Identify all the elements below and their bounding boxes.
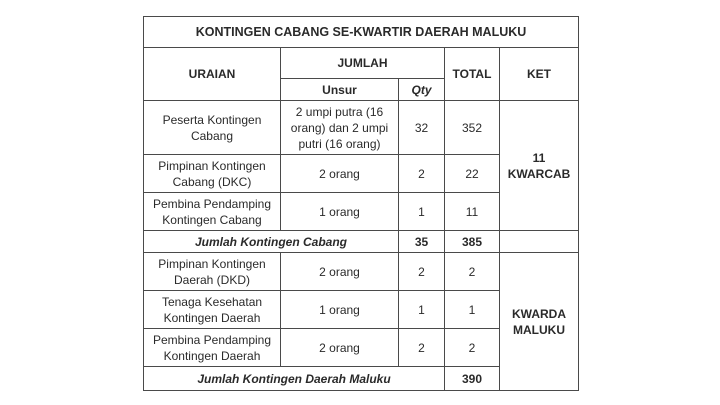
cell-unsur: 2 umpi putra (16 orang) dan 2 umpi putri (16 orang) (281, 101, 399, 155)
cell-total: 22 (445, 155, 500, 193)
cell-uraian: Pimpinan Kontingen Cabang (DKC) (144, 155, 281, 193)
cell-uraian: Tenaga Kesehatan Kontingen Daerah (144, 291, 281, 329)
header-uraian: URAIAN (144, 48, 281, 101)
cell-uraian: Pembina Pendamping Kontingen Daerah (144, 329, 281, 367)
header-ket: KET (500, 48, 579, 101)
header-jumlah: JUMLAH (281, 48, 445, 79)
cell-qty: 2 (399, 253, 445, 291)
cell-total: 11 (445, 193, 500, 231)
cell-qty: 1 (399, 193, 445, 231)
cell-unsur: 1 orang (281, 291, 399, 329)
cell-total: 1 (445, 291, 500, 329)
sum-ket-cabang-empty (500, 231, 579, 253)
ket-daerah (500, 253, 579, 391)
table-row (144, 101, 579, 155)
sum-row-cabang (144, 231, 579, 253)
sum-qty-cabang: 35 (399, 231, 445, 253)
sum-label-cabang: Jumlah Kontingen Cabang (144, 231, 399, 253)
cell-total: 352 (445, 101, 500, 155)
header-unsur: Unsur (281, 79, 399, 101)
cell-qty: 2 (399, 329, 445, 367)
ket-daerah-text: KWARDA MALUKU (512, 306, 567, 337)
cell-qty: 32 (399, 101, 445, 155)
table-row (144, 253, 579, 291)
ket-cabang: 11 KWARCAB (500, 101, 579, 231)
kontingen-table (143, 16, 579, 391)
sum-label-daerah: Jumlah Kontingen Daerah Maluku (144, 367, 445, 391)
cell-total: 2 (445, 329, 500, 367)
cell-uraian: Pimpinan Kontingen Daerah (DKD) (144, 253, 281, 291)
sum-total-cabang: 385 (445, 231, 500, 253)
cell-unsur: 2 orang (281, 155, 399, 193)
title-row (144, 17, 579, 48)
cell-qty: 1 (399, 291, 445, 329)
cell-unsur: 2 orang (281, 329, 399, 367)
header-qty: Qty (399, 79, 445, 101)
cell-qty: 2 (399, 155, 445, 193)
header-row-top (144, 48, 579, 79)
cell-uraian: Pembina Pendamping Kontingen Cabang (144, 193, 281, 231)
cell-total: 2 (445, 253, 500, 291)
cell-unsur: 1 orang (281, 193, 399, 231)
cell-uraian: Peserta Kontingen Cabang (144, 101, 281, 155)
sum-total-daerah: 390 (445, 367, 500, 391)
table-title: KONTINGEN CABANG SE-KWARTIR DAERAH MALUKU (144, 17, 579, 48)
header-total: TOTAL (445, 48, 500, 101)
cell-unsur: 2 orang (281, 253, 399, 291)
